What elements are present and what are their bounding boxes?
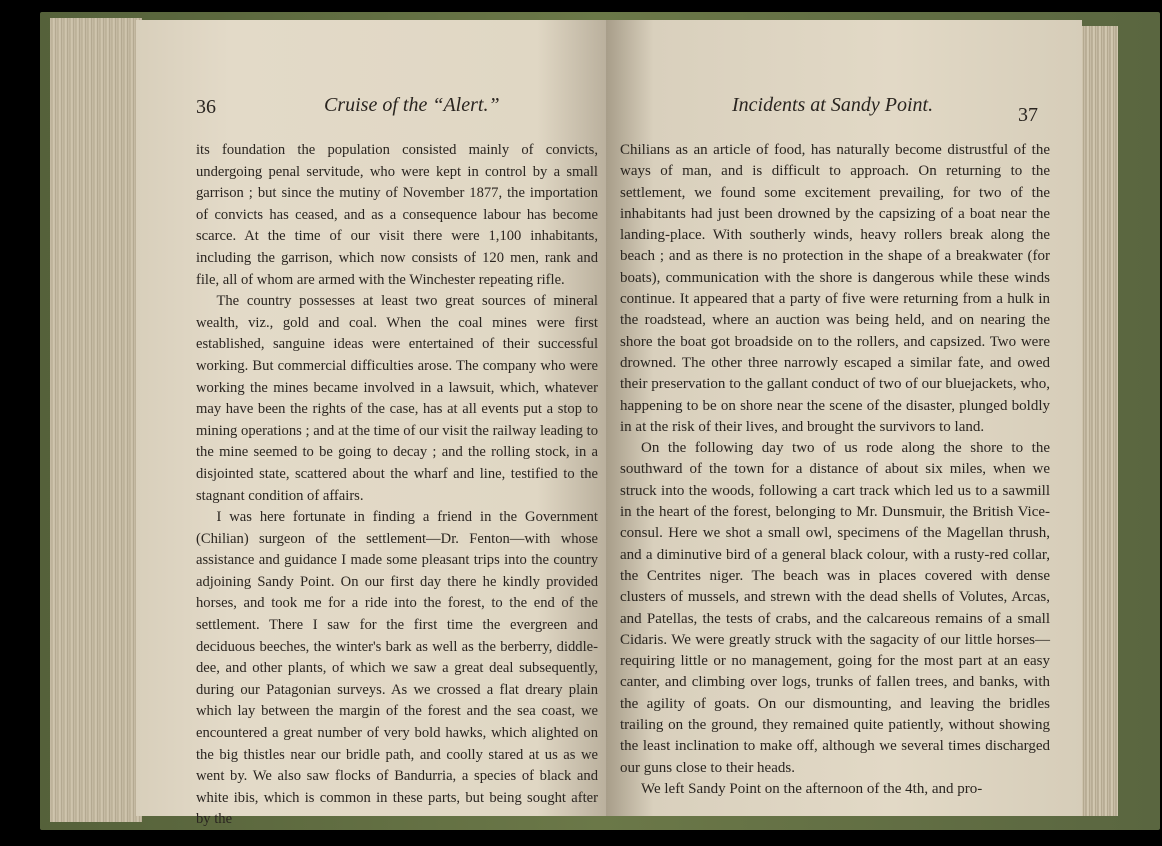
paragraph: I was here fortunate in finding a friend in the Government (Chilian) surgeon of the settlement—Dr. Fenton—with whose assistance and guidance I made some pleasant trips into the country adjoining Sandy Point. On our first day there he kindly provided horses, and took me for a ride into the forest, to the end of the settlement. There I saw for the first time the evergreen and deciduous beeches, the winter's bark as well as the berberry, diddle-dee, and other plants, of which we saw a great deal subsequently, during our Patagonian surveys. As we crossed a flat dreary plain which lay between the margin of the forest and the sea coast, we encountered a great number of very bold hawks, which alighted on the big thistles near our bridle path, and coolly stared at us as we went by. We also saw flocks of Bandurria, a species of black and white ibis, which is common in these parts, but being sought after by the [196, 509, 598, 828]
paragraph: its foundation the population consisted mainly of convicts, undergoing penal servitude, who were kept in control by a small garrison ; but since the mutiny of November 1877, the importation of convicts has ceased, and as a consequence labour has become scarce. At the time of our visit there were 1,100 inhabitants, including the garrison, which now consists of 120 men, rank and file, all of whom are armed with the Winchester repeating rifle. [196, 142, 598, 288]
right-page-number: 37 [1018, 104, 1038, 126]
right-body-text [620, 140, 1050, 800]
right-page [606, 20, 1082, 816]
page-edges-left [50, 18, 142, 822]
right-running-head [620, 94, 1038, 126]
left-page [136, 20, 608, 828]
paragraph: On the following day two of us rode along the shore to the southward of the town for a distance of about six miles, when we struck into the woods, following a cart track which led us to a sawmill in the heart of the forest, belonging to Mr. Dunsmuir, the British Vice-consul. Here we shot a small owl, specimens of the Magellan thrush, and a diminutive bird of a general black colour, with a rusty-red collar, the Centrites niger. The beach was in places covered with dense clusters of mussels, and strewn with the dead shells of Volutes, Arcas, and Patellas, the tests of crabs, and the calcareous remains of a small Cidaris. We were greatly struck with the sagacity of our little horses—requiring little or no management, going for the most part at an easy canter, and climbing over logs, trunks of fallen trees, and banks, with the agility of goats. On our dismounting, and leaving the bridles trailing on the ground, they remained quite patiently, without showing the least inclination to make off, although we several times discharged our guns close to their heads. [620, 440, 1050, 776]
paragraph: The country possesses at least two great sources of mineral wealth, viz., gold and coal. When the coal mines were first established, sanguine ideas were entertained of their successful working. But commercial difficulties arose. The company who were working the mines became involved in a lawsuit, which, whatever may have been the rights of the case, has at all events put a stop to mining operations ; and at the time of our visit the railway leading to the mine seemed to be going to decay ; and the rolling stock, in a disjointed state, scattered about the wharf and line, testified to the stagnant condition of affairs. [196, 293, 598, 504]
left-body-text [196, 140, 598, 831]
left-running-head [196, 94, 596, 122]
right-running-title: Incidents at Sandy Point. [732, 94, 934, 116]
left-running-title: Cruise of the “Alert.” [324, 94, 500, 116]
page-edges-right [1078, 26, 1118, 816]
paragraph: Chilians as an article of food, has naturally become distrustful of the ways of man, and is difficult to approach. On returning to the settlement, we found some excitement prevailing, for two of the inhabitants had just been drowned by the capsizing of a boat near the landing-place. With southerly winds, heavy rollers break along the beach ; and as there is no protection in the shape of a breakwater (for boats), communication with the shore is dangerous while these winds continue. It appeared that a party of five were returning from a hulk in the roadstead, where an auction was being held, and on nearing the shore the boat got broadside on to the rollers, and capsized. Two were drowned. The other three narrowly escaped a similar fate, and owed their preservation to the gallant conduct of two of our bluejackets, who, happening to be on shore near the scene of the disaster, plunged boldly in at the risk of their lives, and brought the survivors to land. [620, 142, 1050, 435]
left-page-number: 36 [196, 96, 216, 118]
paragraph: We left Sandy Point on the afternoon of the 4th, and pro- [641, 780, 983, 797]
